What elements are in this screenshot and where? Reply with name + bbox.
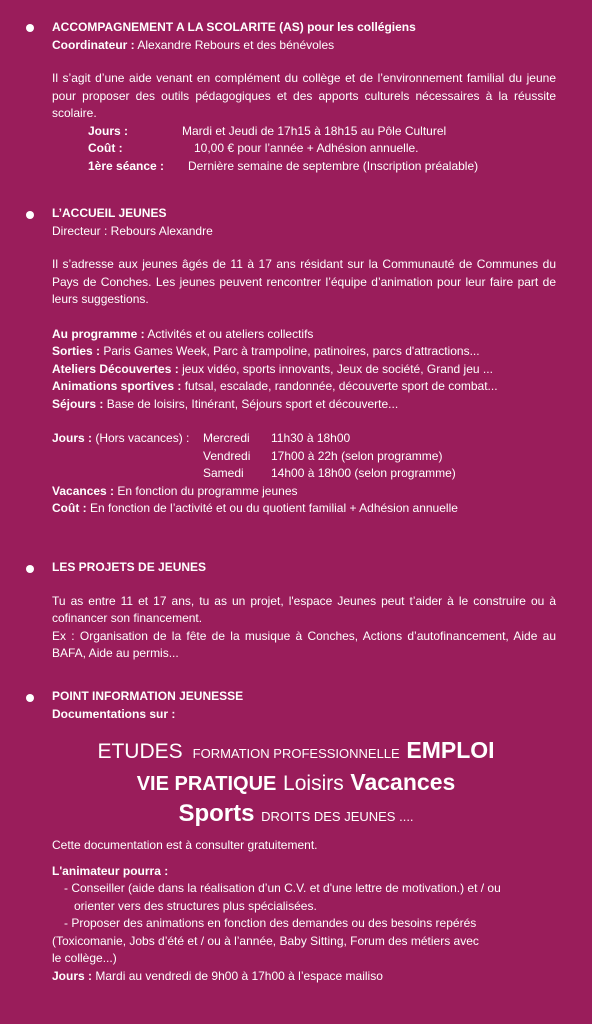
director-line: Directeur : Rebours Alexandre <box>52 223 213 238</box>
bullet-icon <box>26 24 34 32</box>
days-note: (Hors vacances) : <box>92 431 190 445</box>
schedule-time: 17h00 à 22h (selon programme) <box>271 448 443 463</box>
cost-line <box>52 500 556 518</box>
section-description: Il s’adresse aux jeunes âgés de 11 à 17 ans résidant sur la Communauté de Communes du Pays de Conches. Les jeunes peuvent rencontrer l’équipe d’animation pour leur faire part de leurs suggestions. <box>52 257 556 306</box>
programme-item-label: Animations sportives : <box>52 379 182 393</box>
word-cloud <box>0 736 592 831</box>
programme-item-label: Au programme : <box>52 326 145 341</box>
bullet-icon <box>26 211 34 219</box>
days-line <box>52 968 556 986</box>
documentation-label: Documentations sur : <box>52 706 176 721</box>
programme-item-value: Base de loisirs, Itinérant, Séjours sport et découverte... <box>103 396 399 411</box>
section-title: POINT INFORMATION JEUNESSE <box>52 689 244 703</box>
programme-item-label: Sorties : <box>52 344 101 358</box>
programme-item-label: Ateliers Découvertes : <box>52 361 179 376</box>
programme-item-value: Paris Games Week, Parc à trampoline, patinoires, parcs d'attractions... <box>100 344 480 358</box>
word-cloud-line <box>0 800 592 831</box>
info-row <box>52 123 556 141</box>
bullet-icon <box>26 694 34 702</box>
animator-item-continued: orienter vers des structures plus spécialisées. <box>74 898 317 913</box>
animator-item-continued: le collège...) <box>52 951 117 965</box>
animator-item: - Proposer des animations en fonction des demandes ou des besoins repérés <box>64 916 477 930</box>
section-title: LES PROJETS DE JEUNES <box>52 560 207 574</box>
pij-details <box>52 837 556 985</box>
section-description: Tu as entre 11 et 17 ans, tu as un projet, l'espace Jeunes peut t’aider à le construire ou à cofinancer son financement. <box>52 593 556 625</box>
vacances-label: Vacances : <box>52 483 115 498</box>
cloud-word: FORMATION PROFESSIONNELLE <box>192 746 400 761</box>
cloud-word: ETUDES <box>97 740 183 763</box>
vacances-value: En fonction du programme jeunes <box>114 483 298 498</box>
info-row <box>52 158 556 176</box>
coordinator-value: Alexandre Rebours et des bénévoles <box>134 37 335 52</box>
cloud-word: DROITS DES JEUNES .... <box>261 809 414 824</box>
schedule-time: 11h30 à 18h00 <box>271 431 351 445</box>
cloud-word: Sports <box>178 800 255 827</box>
cost-value: 10,00 € pour l’année + Adhésion annuelle. <box>194 141 419 155</box>
programme-item-label: Séjours : <box>52 396 104 411</box>
coordinator-line <box>52 37 556 55</box>
cost-value: En fonction de l’activité et ou du quotient familial + Adhésion annuelle <box>86 501 458 515</box>
section-as <box>52 19 556 175</box>
info-row <box>52 140 556 158</box>
schedule-day: Mercredi <box>203 431 250 445</box>
section-accueil <box>52 205 556 518</box>
animator-item: - Conseiller (aide dans la réalisation d’un C.V. et d'une lettre de motivation.) et / ou <box>64 881 501 895</box>
schedule-day: Vendredi <box>203 448 251 463</box>
programme-item <box>52 378 556 396</box>
section-projets <box>52 559 556 663</box>
programme-item-value: Activités et ou ateliers collectifs <box>144 326 314 341</box>
section-examples: Ex : Organisation de la fête de la musique à Conches, Actions d’autofinancement, Aide au BAFA, Aide au permis... <box>52 628 556 660</box>
first-session-value: Dernière semaine de septembre (Inscription préalable) <box>188 158 479 173</box>
schedule <box>52 430 556 483</box>
section-description: Il s’agit d’une aide venant en complément du collège et de l’environnement familial du jeune pour proposer des outils pédagogiques et des apports culturels nécessaires à la réussite scolaire. <box>52 71 556 120</box>
word-cloud-line <box>0 736 592 768</box>
animator-item-continued: (Toxicomanie, Jobs d’été et / ou à l’année, Baby Sitting, Forum des métiers avec <box>52 933 479 948</box>
programme-item-value: jeux vidéo, sports innovants, Jeux de société, Grand jeu ... <box>178 361 493 376</box>
programme-item <box>52 361 556 379</box>
cloud-word: VIE PRATIQUE <box>136 773 277 795</box>
days-label: Jours : <box>52 968 93 983</box>
programme-item <box>52 396 556 414</box>
days-label: Jours : <box>52 431 93 445</box>
programme-list <box>52 326 556 414</box>
days-value: Mardi au vendredi de 9h00 à 17h00 à l’espace mailiso <box>92 968 383 983</box>
schedule-time: 14h00 à 18h00 (selon programme) <box>271 466 456 480</box>
schedule-row <box>52 430 556 448</box>
word-cloud-line <box>0 768 592 800</box>
cost-label: Coût : <box>52 501 87 515</box>
days-label: Jours : <box>88 123 129 138</box>
schedule-day: Samedi <box>203 466 244 480</box>
first-session-label: 1ère séance : <box>88 158 165 173</box>
schedule-row <box>52 448 556 466</box>
cloud-word: Loisirs <box>283 772 344 795</box>
section-title: L’ACCUEIL JEUNES <box>52 206 167 220</box>
programme-item-value: futsal, escalade, randonnée, découverte sport de combat... <box>181 379 498 393</box>
vacances-line <box>52 483 556 501</box>
schedule-heading <box>52 430 203 448</box>
section-pij <box>52 688 556 723</box>
days-value: Mardi et Jeudi de 17h15 à 18h15 au Pôle Culturel <box>182 123 447 138</box>
cloud-word: EMPLOI <box>406 737 495 763</box>
section-title: ACCOMPAGNEMENT A LA SCOLARITE (AS) pour les collégiens <box>52 20 416 34</box>
schedule-row <box>52 465 556 483</box>
free-note: Cette documentation est à consulter gratuitement. <box>52 838 318 852</box>
cloud-word: Vacances <box>350 769 456 795</box>
bullet-icon <box>26 565 34 573</box>
coordinator-label: Coordinateur : <box>52 37 135 52</box>
programme-item <box>52 326 556 344</box>
animator-label: L'animateur pourra : <box>52 863 169 878</box>
programme-item <box>52 343 556 361</box>
cost-label: Coût : <box>88 141 123 155</box>
